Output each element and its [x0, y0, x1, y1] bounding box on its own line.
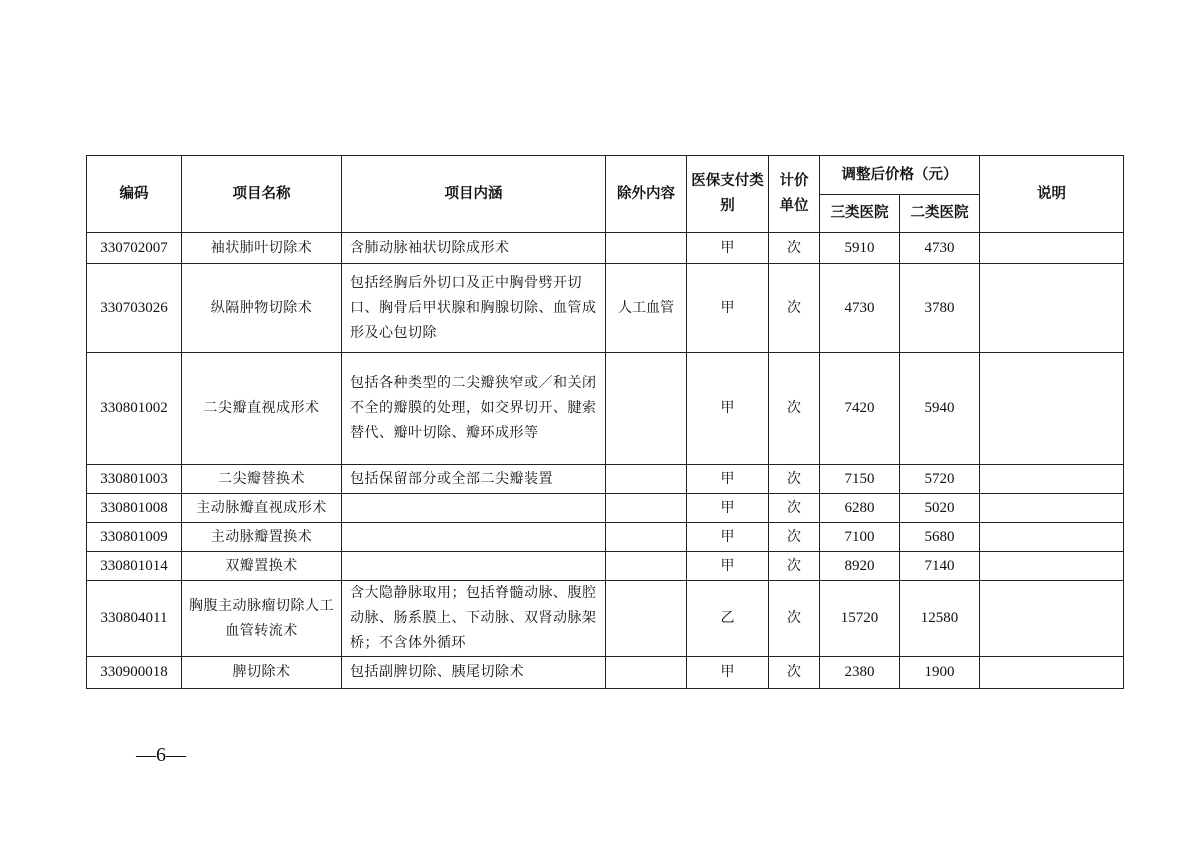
table-row — [87, 353, 1124, 465]
cell-exclusion — [606, 494, 687, 523]
cell-note — [980, 233, 1124, 264]
cell-insurance: 甲 — [687, 494, 769, 523]
cell-price-class2: 7140 — [900, 552, 980, 581]
header-insurance: 医保支付类别 — [687, 156, 769, 233]
cell-unit: 次 — [769, 264, 820, 353]
cell-name: 二尖瓣直视成形术 — [182, 353, 342, 465]
cell-note — [980, 264, 1124, 353]
table-row — [87, 657, 1124, 689]
cell-code: 330804011 — [87, 581, 182, 657]
cell-code: 330801002 — [87, 353, 182, 465]
header-code: 编码 — [87, 156, 182, 233]
cell-note — [980, 523, 1124, 552]
cell-content — [342, 523, 606, 552]
cell-name: 双瓣置换术 — [182, 552, 342, 581]
cell-note — [980, 494, 1124, 523]
cell-price-class2: 5720 — [900, 465, 980, 494]
header-name: 项目名称 — [182, 156, 342, 233]
cell-insurance: 甲 — [687, 523, 769, 552]
header-class3: 三类医院 — [820, 195, 900, 233]
header-note: 说明 — [980, 156, 1124, 233]
cell-exclusion — [606, 581, 687, 657]
cell-price-class2: 12580 — [900, 581, 980, 657]
cell-code: 330801014 — [87, 552, 182, 581]
cell-unit: 次 — [769, 233, 820, 264]
cell-exclusion — [606, 353, 687, 465]
header-row — [87, 156, 1124, 195]
cell-insurance: 甲 — [687, 353, 769, 465]
cell-price-class3: 7100 — [820, 523, 900, 552]
table-row — [87, 494, 1124, 523]
cell-price-class3: 7420 — [820, 353, 900, 465]
cell-name: 二尖瓣替换术 — [182, 465, 342, 494]
cell-exclusion: 人工血管 — [606, 264, 687, 353]
page-number: —6— — [136, 744, 186, 766]
table-row — [87, 581, 1124, 657]
cell-unit: 次 — [769, 523, 820, 552]
cell-exclusion — [606, 233, 687, 264]
table-row — [87, 552, 1124, 581]
table-row — [87, 264, 1124, 353]
cell-code: 330703026 — [87, 264, 182, 353]
cell-note — [980, 353, 1124, 465]
cell-code: 330801008 — [87, 494, 182, 523]
cell-price-class3: 15720 — [820, 581, 900, 657]
cell-insurance: 甲 — [687, 552, 769, 581]
table-row — [87, 465, 1124, 494]
cell-price-class2: 1900 — [900, 657, 980, 689]
cell-note — [980, 552, 1124, 581]
cell-code: 330900018 — [87, 657, 182, 689]
cell-price-class2: 5680 — [900, 523, 980, 552]
cell-exclusion — [606, 552, 687, 581]
cell-exclusion — [606, 523, 687, 552]
header-class2: 二类医院 — [900, 195, 980, 233]
cell-name: 主动脉瓣直视成形术 — [182, 494, 342, 523]
cell-price-class3: 7150 — [820, 465, 900, 494]
cell-name: 主动脉瓣置换术 — [182, 523, 342, 552]
cell-note — [980, 657, 1124, 689]
cell-content: 包括经胸后外切口及正中胸骨劈开切口、胸骨后甲状腺和胸腺切除、血管成形及心包切除 — [342, 264, 606, 353]
cell-price-class3: 2380 — [820, 657, 900, 689]
cell-code: 330801009 — [87, 523, 182, 552]
cell-price-class3: 8920 — [820, 552, 900, 581]
table-row — [87, 233, 1124, 264]
cell-note — [980, 465, 1124, 494]
cell-unit: 次 — [769, 353, 820, 465]
cell-price-class3: 5910 — [820, 233, 900, 264]
header-content: 项目内涵 — [342, 156, 606, 233]
cell-price-class2: 4730 — [900, 233, 980, 264]
cell-price-class2: 3780 — [900, 264, 980, 353]
cell-name: 胸腹主动脉瘤切除人工血管转流术 — [182, 581, 342, 657]
cell-insurance: 甲 — [687, 465, 769, 494]
cell-exclusion — [606, 657, 687, 689]
cell-content: 含大隐静脉取用；包括脊髓动脉、腹腔动脉、肠系膜上、下动脉、双肾动脉架桥；不含体外循环 — [342, 581, 606, 657]
cell-code: 330702007 — [87, 233, 182, 264]
cell-content: 含肺动脉袖状切除成形术 — [342, 233, 606, 264]
cell-insurance: 乙 — [687, 581, 769, 657]
cell-unit: 次 — [769, 465, 820, 494]
cell-insurance: 甲 — [687, 264, 769, 353]
cell-name: 纵隔肿物切除术 — [182, 264, 342, 353]
cell-insurance: 甲 — [687, 657, 769, 689]
cell-content — [342, 552, 606, 581]
cell-content — [342, 494, 606, 523]
cell-unit: 次 — [769, 552, 820, 581]
cell-insurance: 甲 — [687, 233, 769, 264]
cell-unit: 次 — [769, 657, 820, 689]
cell-content: 包括保留部分或全部二尖瓣装置 — [342, 465, 606, 494]
cell-price-class3: 6280 — [820, 494, 900, 523]
cell-code: 330801003 — [87, 465, 182, 494]
header-unit: 计价单位 — [769, 156, 820, 233]
cell-unit: 次 — [769, 581, 820, 657]
header-price-group: 调整后价格（元） — [820, 156, 980, 195]
table-row — [87, 523, 1124, 552]
cell-content: 包括副脾切除、胰尾切除术 — [342, 657, 606, 689]
cell-note — [980, 581, 1124, 657]
cell-name: 袖状肺叶切除术 — [182, 233, 342, 264]
cell-content: 包括各种类型的二尖瓣狭窄或／和关闭不全的瓣膜的处理，如交界切开、腱索替代、瓣叶切除、瓣环成形等 — [342, 353, 606, 465]
cell-exclusion — [606, 465, 687, 494]
cell-price-class2: 5020 — [900, 494, 980, 523]
header-exclusion: 除外内容 — [606, 156, 687, 233]
price-table — [86, 155, 1124, 689]
cell-price-class2: 5940 — [900, 353, 980, 465]
cell-unit: 次 — [769, 494, 820, 523]
cell-name: 脾切除术 — [182, 657, 342, 689]
cell-price-class3: 4730 — [820, 264, 900, 353]
